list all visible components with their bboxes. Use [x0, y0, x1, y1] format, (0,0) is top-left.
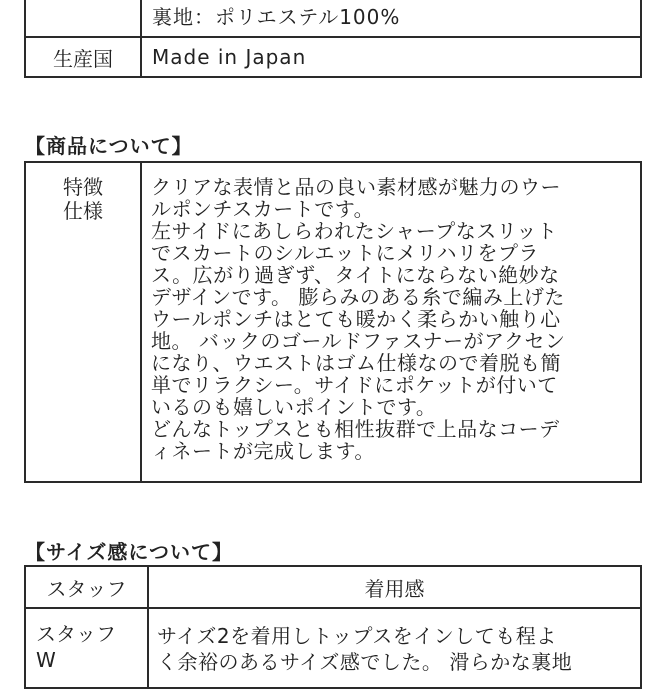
product-description [151, 176, 640, 462]
spec-label-material [25, 0, 141, 37]
spec-value-material [141, 0, 641, 37]
description-line: クリアな表情と品の良い素材感が魅力のウー [151, 175, 561, 199]
description-line: ス。広がり過ぎず、タイトにならない絶妙な [151, 263, 560, 287]
spec-table [24, 0, 642, 78]
description-line: いるのも嬉しいポイントです。 [151, 395, 437, 419]
description-cell [141, 162, 641, 482]
row-staff-cell [25, 608, 148, 688]
header-staff-cell [25, 566, 148, 608]
description-line: 左サイドにあしらわれたシャープなスリット [151, 219, 558, 243]
header-staff: スタッフ [46, 576, 127, 601]
description-line: ルポンチスカートです。 [151, 197, 375, 221]
header-feel-cell [148, 566, 641, 608]
feature-label-cell [25, 162, 141, 482]
description-line: ィネートが完成します。 [151, 439, 375, 463]
spec-label-country [25, 37, 141, 77]
spec-value-country [141, 37, 641, 77]
description-line: でスカートのシルエットにメリハリをプラ [151, 241, 539, 265]
product-table [24, 161, 642, 483]
description-line: ウールポンチはとても暖かく柔らかい触り心 [151, 307, 561, 331]
description-line: 単でリラクシー。サイドにポケットが付いて [151, 373, 558, 397]
description-line: どんなトップスとも相性抜群で上品なコーデ [151, 417, 560, 441]
size-feel-heading: 【サイズ感について】 [25, 540, 233, 564]
country-label: 生産国 [53, 46, 113, 71]
row-staff: スタッフ W [36, 622, 116, 672]
description-line: になり、ウエストはゴム仕様なので着脱も簡 [151, 351, 561, 375]
size-feel-table [24, 565, 642, 689]
country-value: Made in Japan [152, 45, 307, 69]
description-line: 地。 バックのゴールドファスナーがアクセン [151, 329, 566, 353]
material-lining-text: 裏地：ポリエステル100% [152, 5, 401, 29]
row-feel-line-1: サイズ2を着用しトップスをインしても程よ [157, 624, 557, 648]
feature-label: 特徴 仕様 [63, 175, 103, 223]
row-feel-line-2: く余裕のあるサイズ感でした。 滑らかな裏地 [157, 650, 573, 674]
header-feel: 着用感 [364, 576, 425, 601]
row-feel-cell [148, 608, 641, 688]
product-heading: 【商品について】 [25, 134, 193, 158]
description-line: デザインです。 膨らみのある糸で編み上げた [151, 285, 565, 309]
